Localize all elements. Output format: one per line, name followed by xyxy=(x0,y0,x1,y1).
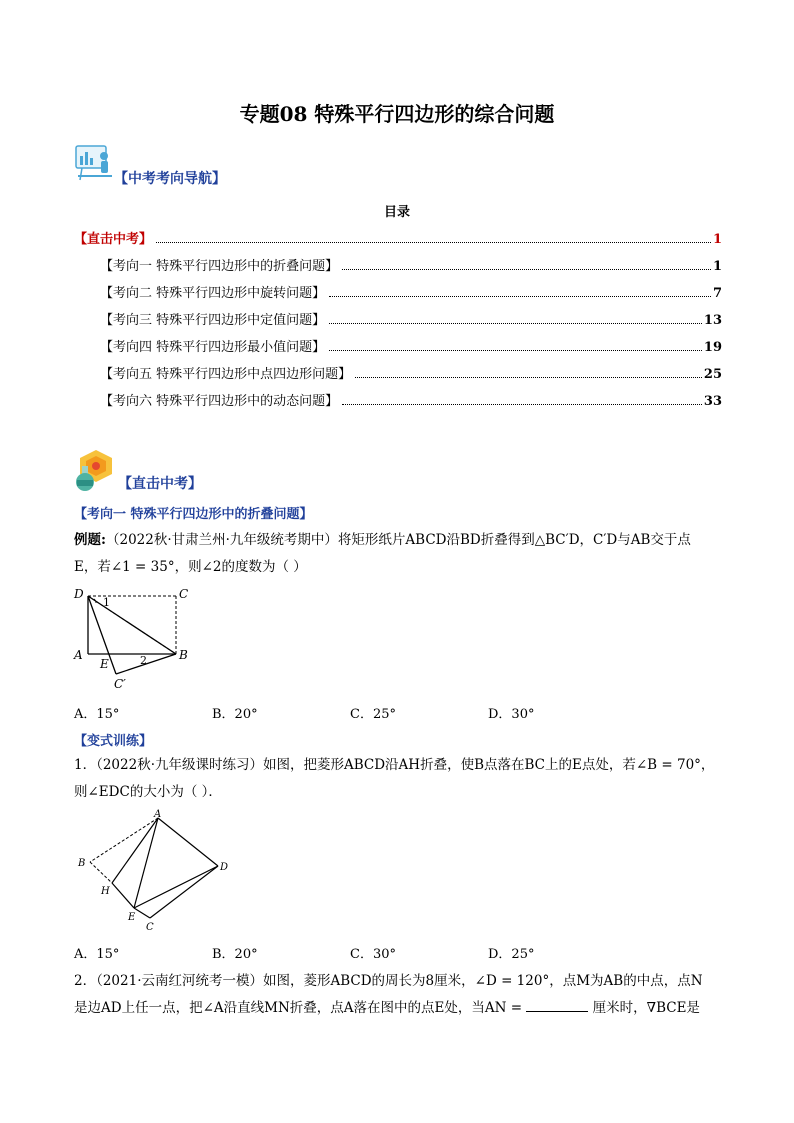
toc-entry-page: 1 xyxy=(712,232,722,247)
toc-leader xyxy=(342,404,702,405)
fig-label-A: A xyxy=(74,648,83,662)
toc-entry-label: 【考向一 特殊平行四边形中的折叠问题】 xyxy=(100,259,339,274)
option-b[interactable]: B．20° xyxy=(212,947,258,962)
q2-text-line1: 2．（2021·云南红河统考一模）如图，菱形ABCD的周长为8厘米，∠D = 120°，点M为AB的中点，点N xyxy=(74,973,703,989)
toc-entry[interactable] xyxy=(74,228,722,247)
fig-angle-1: 1 xyxy=(103,596,110,609)
q1-fig-label-H: H xyxy=(101,886,110,897)
example-figure xyxy=(66,584,206,700)
page-title: 专题08 特殊平行四边形的综合问题 xyxy=(239,102,555,126)
question-1 xyxy=(74,752,724,806)
q1-text-line1: 1．（2022秋·九年级课时练习）如图，把菱形ABCD沿AH折叠，使B点落在BC上的E点处，若∠B = 70°， xyxy=(74,757,715,773)
fig-label-C-prime: C′ xyxy=(114,677,126,691)
q2-text-line2a: 是边AD上任一点，把∠A沿直线MN折叠，点A落在图中的点E处，当AN = xyxy=(74,1000,523,1016)
q1-fig-label-A: A xyxy=(154,809,162,820)
nav-label: 【中考考向导航】 xyxy=(114,171,226,187)
toc-leader xyxy=(329,350,702,351)
flask-icon xyxy=(74,448,114,496)
toc-entry-label: 【考向四 特殊平行四边形最小值问题】 xyxy=(100,340,326,355)
toc-entry[interactable] xyxy=(100,336,722,355)
toc-leader xyxy=(329,323,702,324)
toc-entry[interactable] xyxy=(100,363,722,382)
toc-entry[interactable] xyxy=(100,309,722,328)
fig-label-D: D xyxy=(74,587,84,601)
example-text-line2: E，若∠1 = 35°，则∠2的度数为（ ） xyxy=(74,559,307,575)
toc-entry-label: 【考向二 特殊平行四边形中旋转问题】 xyxy=(100,286,326,301)
toc-entry-page: 33 xyxy=(703,394,722,409)
q1-figure xyxy=(72,808,242,936)
q1-fig-label-D: D xyxy=(220,862,229,873)
option-b[interactable]: B．20° xyxy=(212,707,258,722)
option-d[interactable]: D．25° xyxy=(488,947,535,962)
toc-entry-page: 13 xyxy=(703,313,722,328)
variant-training-label: 【变式训练】 xyxy=(74,734,153,749)
answer-blank[interactable] xyxy=(526,999,588,1012)
toc-entry-page: 7 xyxy=(712,286,722,301)
fig-label-C: C xyxy=(179,587,189,601)
toc-entry-label: 【考向三 特殊平行四边形中定值问题】 xyxy=(100,313,326,328)
fig-label-B: B xyxy=(179,648,188,662)
example-options xyxy=(74,703,724,722)
toc-entry[interactable] xyxy=(100,255,722,274)
q1-text-line2: 则∠EDC的大小为（ ）． xyxy=(74,784,222,800)
toc-leader xyxy=(329,296,711,297)
option-c[interactable]: C．30° xyxy=(350,947,396,962)
section-label: 【直击中考】 xyxy=(118,476,202,492)
toc-title: 目录 xyxy=(383,205,410,220)
presentation-board-icon xyxy=(74,142,114,186)
fig-label-E: E xyxy=(100,657,109,671)
q1-fig-label-C: C xyxy=(146,922,154,932)
toc-entry[interactable] xyxy=(100,282,722,301)
q2-text-line2b: 厘米时，∇BCE是 xyxy=(592,1000,700,1016)
question-2 xyxy=(74,968,724,1022)
option-a[interactable]: A．15° xyxy=(74,947,120,962)
fig-angle-2: 2 xyxy=(140,654,147,667)
toc-entry-page: 19 xyxy=(703,340,722,355)
option-c[interactable]: C．25° xyxy=(350,707,396,722)
option-d[interactable]: D．30° xyxy=(488,707,535,722)
toc-entry-page: 25 xyxy=(703,367,722,382)
option-a[interactable]: A．15° xyxy=(74,707,120,722)
example-prefix: 例题: xyxy=(74,532,106,548)
toc-entry-page: 1 xyxy=(712,259,722,274)
toc-entry[interactable] xyxy=(100,390,722,409)
toc-entry-label: 【直击中考】 xyxy=(74,232,153,247)
q1-fig-label-E: E xyxy=(128,912,136,923)
toc-entry-label: 【考向五 特殊平行四边形中点四边形问题】 xyxy=(100,367,352,382)
subsection-label: 【考向一 特殊平行四边形中的折叠问题】 xyxy=(74,507,313,522)
q1-options xyxy=(74,943,724,962)
example-text-line1: （2022秋·甘肃兰州·九年级统考期中）将矩形纸片ABCD沿BD折叠得到△BC′D，C′D与AB交于点 xyxy=(105,532,691,548)
toc-leader xyxy=(156,242,711,243)
toc-leader xyxy=(355,377,702,378)
q1-fig-label-B: B xyxy=(78,858,86,869)
example-question xyxy=(74,527,724,581)
toc-leader xyxy=(342,269,711,270)
toc-entry-label: 【考向六 特殊平行四边形中的动态问题】 xyxy=(100,394,339,409)
